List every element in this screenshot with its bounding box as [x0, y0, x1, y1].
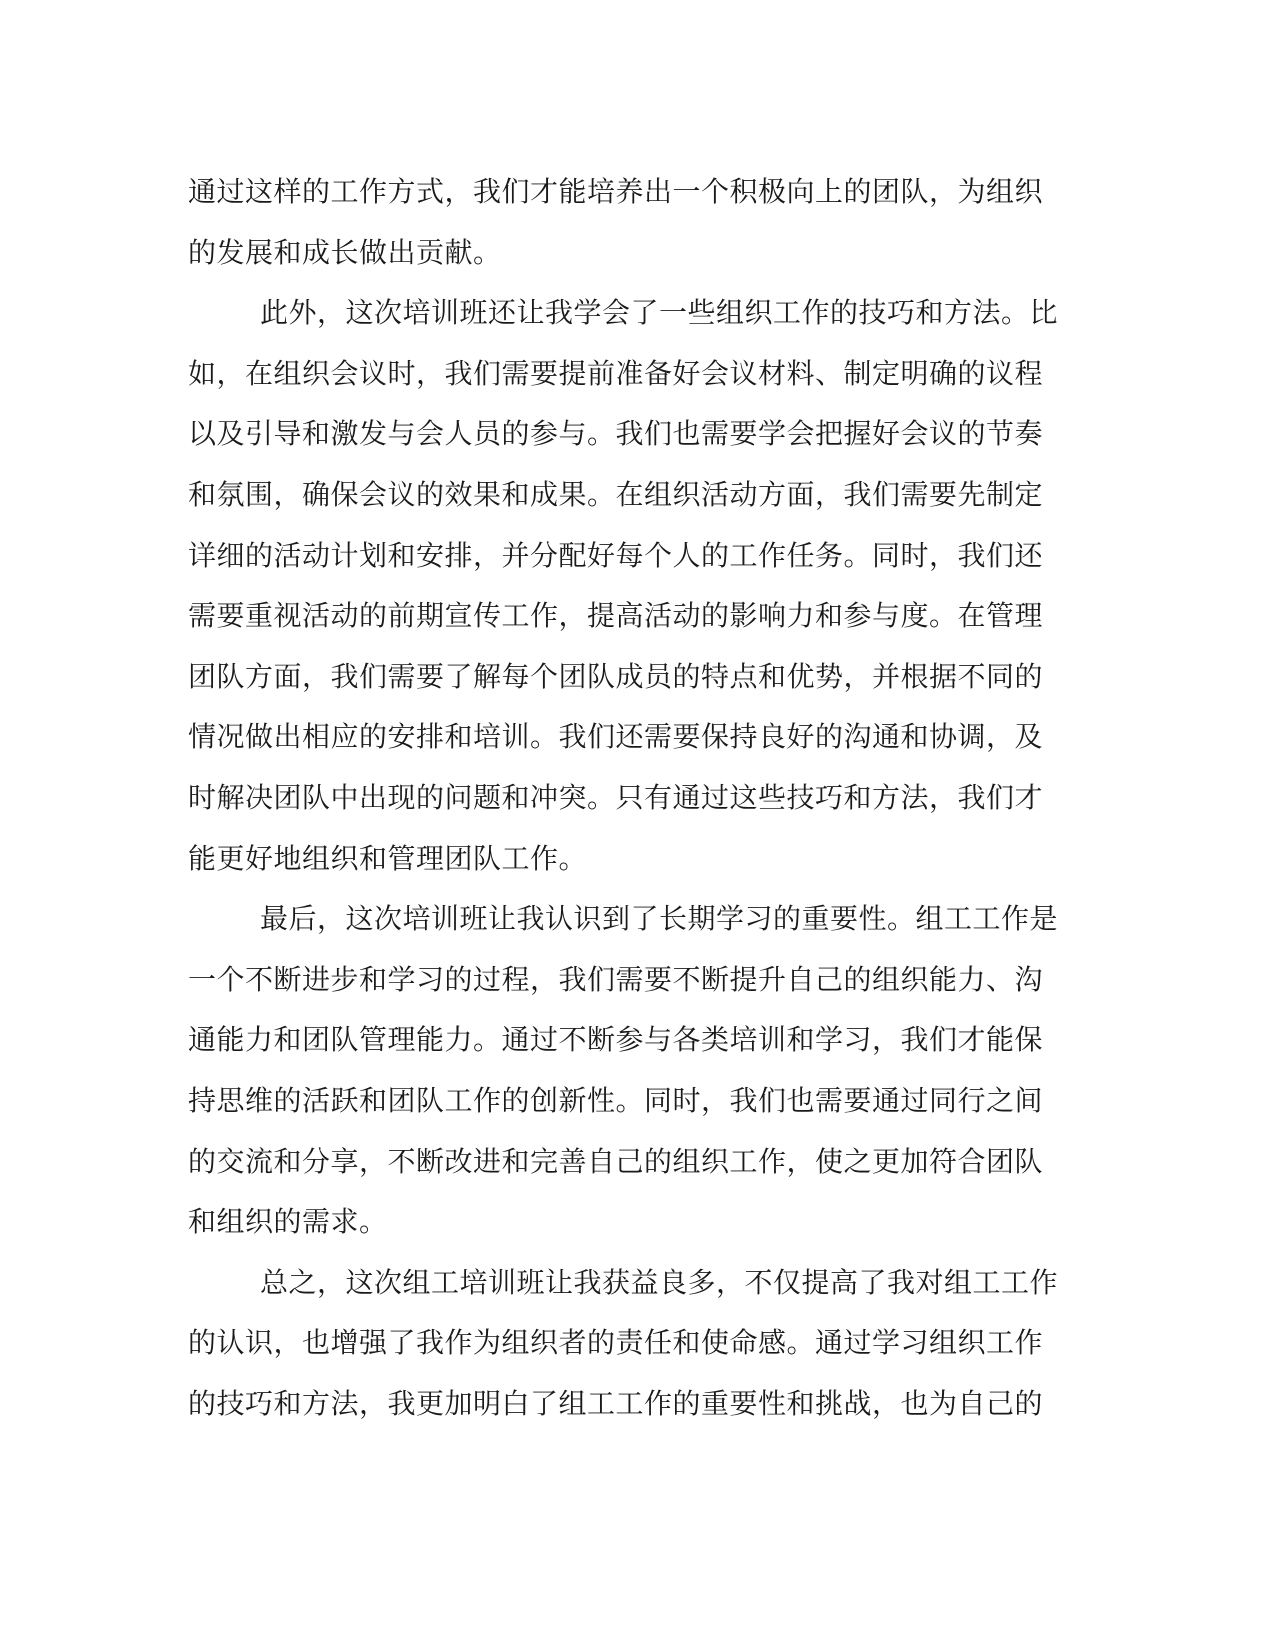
text-line: 通能力和团队管理能力。通过不断参与各类培训和学习，我们才能保 [188, 1023, 1044, 1057]
text-line: 时解决团队中出现的问题和冲突。只有通过这些技巧和方法，我们才 [188, 780, 1044, 814]
text-line: 能更好地组织和管理团队工作。 [188, 841, 588, 875]
text-line: 和氛围，确保会议的效果和成果。在组织活动方面，我们需要先制定 [188, 477, 1044, 511]
text-line: 的技巧和方法，我更加明白了组工工作的重要性和挑战，也为自己的 [188, 1386, 1044, 1420]
text-line: 如，在组织会议时，我们需要提前准备好会议材料、制定明确的议程 [188, 356, 1044, 390]
text-line: 的认识，也增强了我作为组织者的责任和使命感。通过学习组织工作 [188, 1326, 1044, 1360]
text-line: 一个不断进步和学习的过程，我们需要不断提升自己的组织能力、沟 [188, 962, 1044, 996]
text-line: 以及引导和激发与会人员的参与。我们也需要学会把握好会议的节奏 [188, 417, 1044, 451]
text-line: 的交流和分享，不断改进和完善自己的组织工作，使之更加符合团队 [188, 1144, 1044, 1178]
text-line: 需要重视活动的前期宣传工作，提高活动的影响力和参与度。在管理 [188, 599, 1044, 633]
text-line: 情况做出相应的安排和培训。我们还需要保持良好的沟通和协调，及 [188, 720, 1044, 754]
paragraph-start-line: 最后，这次培训班让我认识到了长期学习的重要性。组工工作是 [260, 902, 1059, 936]
text-line: 的发展和成长做出贡献。 [188, 235, 502, 269]
text-line: 通过这样的工作方式，我们才能培养出一个积极向上的团队，为组织 [188, 175, 1044, 208]
text-line: 团队方面，我们需要了解每个团队成员的特点和优势，并根据不同的 [188, 659, 1044, 693]
document-body [188, 162, 1068, 1434]
text-line: 和组织的需求。 [188, 1205, 388, 1239]
text-line: 持思维的活跃和团队工作的创新性。同时，我们也需要通过同行之间 [188, 1083, 1044, 1117]
paragraph-start-line: 总之，这次组工培训班让我获益良多，不仅提高了我对组工工作 [260, 1265, 1059, 1299]
paragraph-start-line: 此外，这次培训班还让我学会了一些组织工作的技巧和方法。比 [260, 296, 1059, 330]
text-line: 详细的活动计划和安排，并分配好每个人的工作任务。同时，我们还 [188, 538, 1044, 572]
